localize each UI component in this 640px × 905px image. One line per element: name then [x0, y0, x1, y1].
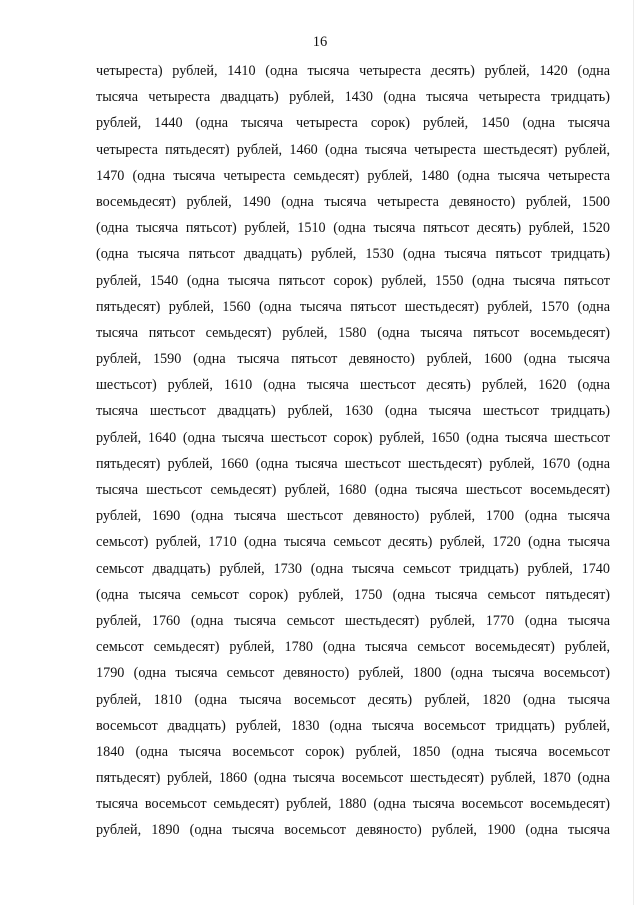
text-line: четыреста) рублей, 1410 (одна тысяча четыреста десять) рублей, 1420 (одна: [96, 63, 610, 79]
text-line: пятьдесят) рублей, 1660 (одна тысяча шестьсот шестьдесят) рублей, 1670 (одна: [96, 455, 610, 472]
text-line: тысяча восемьсот семьдесят) рублей, 1880 (одна тысяча восемьсот восемьдесят): [96, 796, 610, 813]
text-line: (одна тысяча семьсот сорок) рублей, 1750 (одна тысяча семьсот пятьдесят): [96, 586, 610, 603]
text-line: семьсот) рублей, 1710 (одна тысяча семьсот десять) рублей, 1720 (одна тысяча: [96, 534, 610, 551]
text-line: 1840 (одна тысяча восемьсот сорок) рублей, 1850 (одна тысяча восемьсот: [96, 743, 610, 760]
text-line: пятьдесят) рублей, 1560 (одна тысяча пятьсот шестьдесят) рублей, 1570 (одна: [96, 298, 610, 315]
text-line: рублей, 1810 (одна тысяча восемьсот десять) рублей, 1820 (одна тысяча: [96, 691, 610, 708]
text-line: тысяча пятьсот семьдесят) рублей, 1580 (одна тысяча пятьсот восемьдесят): [96, 324, 610, 341]
text-line: 1470 (одна тысяча четыреста семьдесят) рублей, 1480 (одна тысяча четыреста: [96, 167, 610, 184]
text-line: пятьдесят) рублей, 1860 (одна тысяча восемьсот шестьдесят) рублей, 1870 (одна: [96, 770, 610, 787]
text-line: восемьдесят) рублей, 1490 (одна тысяча четыреста девяносто) рублей, 1500: [96, 193, 610, 210]
text-line: рублей, 1440 (одна тысяча четыреста сорок) рублей, 1450 (одна тысяча: [96, 115, 610, 132]
page-edge: [633, 0, 634, 905]
text-line: рублей, 1540 (одна тысяча пятьсот сорок) рублей, 1550 (одна тысяча пятьсот: [96, 272, 610, 289]
text-line: рублей, 1640 (одна тысяча шестьсот сорок) рублей, 1650 (одна тысяча шестьсот: [96, 429, 610, 446]
text-line: рублей, 1890 (одна тысяча восемьсот девяносто) рублей, 1900 (одна тысяча: [96, 822, 610, 839]
text-line: рублей, 1690 (одна тысяча шестьсот девяносто) рублей, 1700 (одна тысяча: [96, 508, 610, 525]
text-line: четыреста пятьдесят) рублей, 1460 (одна тысяча четыреста шестьдесят) рублей,: [96, 141, 610, 158]
body-text: [96, 58, 610, 844]
text-line: шестьсот) рублей, 1610 (одна тысяча шестьсот десять) рублей, 1620 (одна: [96, 377, 610, 394]
text-line: (одна тысяча пятьсот двадцать) рублей, 1530 (одна тысяча пятьсот тридцать): [96, 246, 610, 263]
text-line: семьсот двадцать) рублей, 1730 (одна тысяча семьсот тридцать) рублей, 1740: [96, 560, 610, 577]
text-line: 1790 (одна тысяча семьсот девяносто) рублей, 1800 (одна тысяча восемьсот): [96, 665, 610, 682]
text-line: семьсот семьдесят) рублей, 1780 (одна тысяча семьсот восемьдесят) рублей,: [96, 639, 610, 656]
text-line: тысяча шестьсот двадцать) рублей, 1630 (одна тысяча шестьсот тридцать): [96, 403, 610, 420]
page-number: 16: [312, 34, 328, 50]
text-line: восемьсот двадцать) рублей, 1830 (одна тысяча восемьсот тридцать) рублей,: [96, 717, 610, 734]
text-line: тысяча четыреста двадцать) рублей, 1430 (одна тысяча четыреста тридцать): [96, 89, 610, 106]
text-line: рублей, 1590 (одна тысяча пятьсот девяносто) рублей, 1600 (одна тысяча: [96, 351, 610, 368]
text-line: рублей, 1760 (одна тысяча семьсот шестьдесят) рублей, 1770 (одна тысяча: [96, 612, 610, 629]
text-line: (одна тысяча пятьсот) рублей, 1510 (одна тысяча пятьсот десять) рублей, 1520: [96, 220, 610, 237]
text-line: тысяча шестьсот семьдесят) рублей, 1680 (одна тысяча шестьсот восемьдесят): [96, 482, 610, 498]
